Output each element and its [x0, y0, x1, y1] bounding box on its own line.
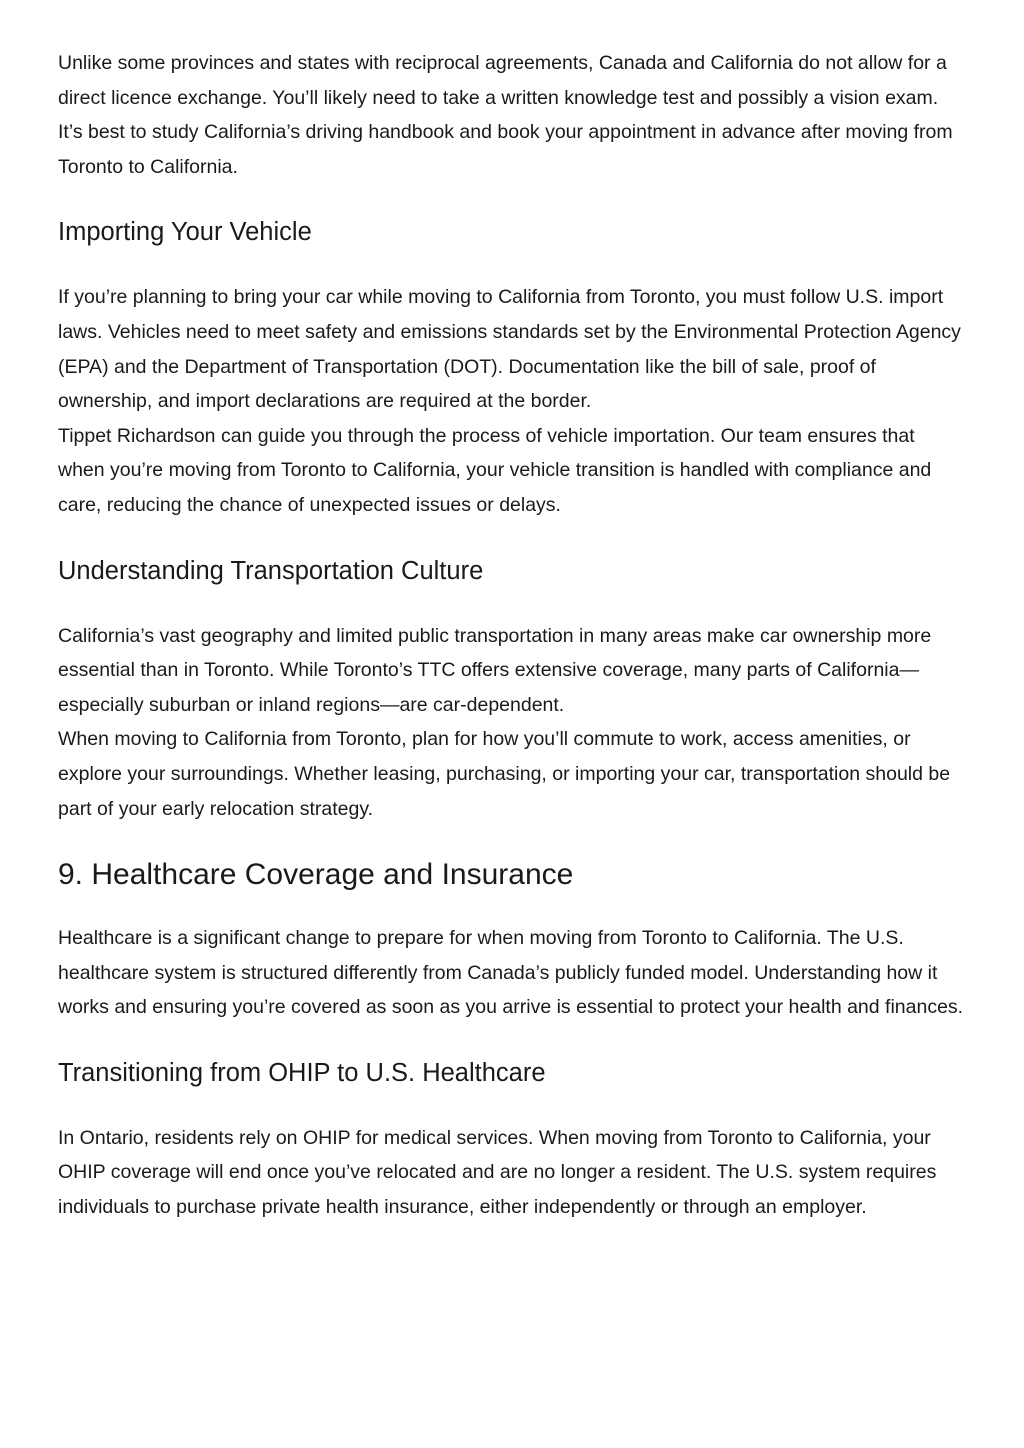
transportation-culture-paragraph-2: When moving to California from Toronto, plan for how you’ll commute to work, access amenities, or explore your surroundings. Whether leasing, purchasing, or importing your car, transportation should be part of your early relocation strategy. — [58, 728, 951, 820]
ohip-transition-heading: Transitioning from OHIP to U.S. Healthcare — [58, 1058, 546, 1087]
importing-vehicle-heading: Importing Your Vehicle — [58, 218, 312, 247]
intro-paragraph: Unlike some provinces and states with reciprocal agreements, Canada and California do not allow for a direct licence exchange. You’ll likely need to take a written knowledge test and possibly a vision exam. It’s best to study California’s driving handbook and book your appointment in advance after moving from Toronto to California. — [58, 52, 953, 178]
importing-vehicle-paragraph-2: Tippet Richardson can guide you through the process of vehicle importation. Our team ensures that when you’re moving from Toronto to California, your vehicle transition is handled with compliance and care, reducing the chance of unexpected issues or delays. — [58, 424, 932, 516]
ohip-transition-paragraph: In Ontario, residents rely on OHIP for medical services. When moving from Toronto to California, your OHIP coverage will end once you’ve relocated and are no longer a resident. The U.S. system requires individuals to purchase private health insurance, either independently or through an employer. — [58, 1126, 937, 1219]
transportation-culture-heading: Understanding Transportation Culture — [58, 556, 484, 585]
importing-vehicle-paragraph-1: If you’re planning to bring your car while moving to California from Toronto, you must follow U.S. import laws. Vehicles need to meet safety and emissions standards set by the Environmental Protection Agency (EPA) and the Department of Transportation (DOT). Documentation like the bill of sale, proof of ownership, and import declarations are required at the border. — [58, 286, 961, 413]
healthcare-section-heading: 9. Healthcare Coverage and Insurance — [58, 858, 574, 892]
healthcare-paragraph: Healthcare is a significant change to prepare for when moving from Toronto to California. The U.S. healthcare system is structured differently from Canada’s publicly funded model. Understanding how it works and ensuring you’re covered as soon as you arrive is essential to protect your health and finances. — [58, 927, 964, 1019]
transportation-culture-paragraph-1: California’s vast geography and limited public transportation in many areas make car ownership more essential than in Toronto. While Toronto’s TTC offers extensive coverage, many parts of California—especially suburban or inland regions—are car-dependent. — [58, 624, 932, 716]
